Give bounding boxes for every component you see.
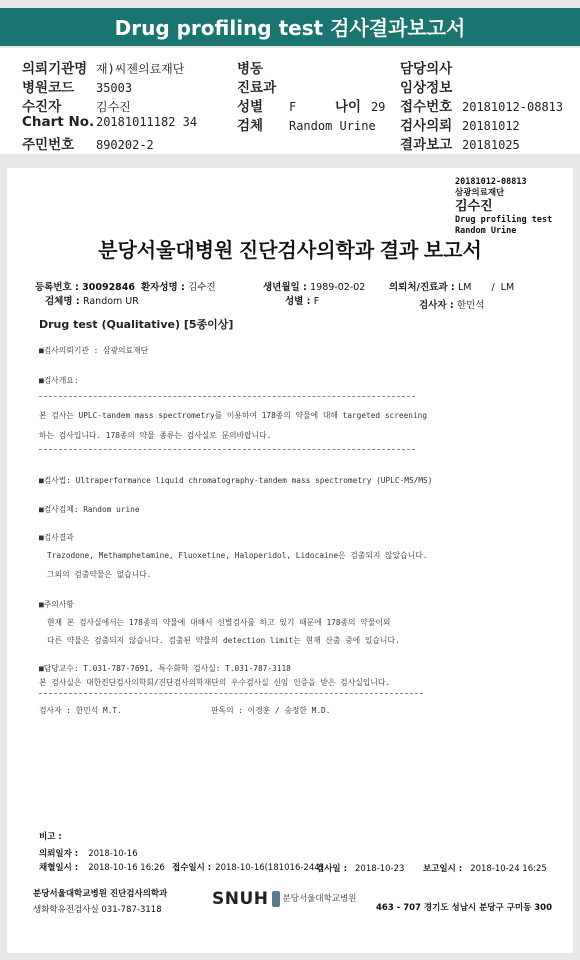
text-line: 현재 본 검사실에서는 178종의 약물에 대해서 선별검사를 하고 있기 때문에 178종의 약물이외 <box>47 618 391 627</box>
label: 성별 <box>237 99 264 115</box>
address <box>376 901 552 913</box>
stamp-test: Drug profiling test <box>455 215 553 225</box>
report-time <box>423 862 547 874</box>
referral-dept <box>389 279 514 293</box>
logo-hospital-name: 분당서울대학교병원 <box>282 894 357 904</box>
text-line: 하는 검사입니다. 178종의 약물 종류는 검사실로 문의바랍니다. <box>39 431 272 440</box>
value: 890202-2 <box>95 138 154 152</box>
value: 20181011182 34 <box>95 115 198 129</box>
text-line: ■검사법: Ultraperformance liquid chromatography-tandem mass spectrometry (UPLC-MS/MS) <box>39 476 433 485</box>
label: 환자성명 : <box>141 282 189 293</box>
info-row-request <box>400 114 520 134</box>
info-row-doctor <box>400 57 452 77</box>
stamp-patient-name: 김수진 <box>455 199 493 214</box>
remark <box>39 830 62 842</box>
value: 20181025 <box>461 138 520 152</box>
value: 463 - 707 경기도 성남시 분당구 구미동 300 <box>376 903 553 913</box>
value: Random UR <box>82 296 139 307</box>
value: 30092846 <box>82 282 136 293</box>
date-of-birth <box>263 279 365 293</box>
label: 성별 : <box>285 296 314 307</box>
text-line: ■주의사항 <box>39 600 74 609</box>
patient-name <box>141 279 216 293</box>
label: 접수일시 : <box>172 863 212 873</box>
text-line: 판독의 : 이경훈 / 송정한 M.D. <box>211 706 331 715</box>
info-row-sex-age <box>237 95 385 115</box>
dashed-rule <box>39 693 423 694</box>
value: 2018-10-23 <box>355 864 405 874</box>
value: LM <box>457 282 472 293</box>
label: 검사의뢰 <box>400 118 453 134</box>
label: 보고일시 : <box>423 864 463 874</box>
report-banner <box>0 8 580 46</box>
receipt-time <box>172 861 323 873</box>
document-title: 분당서울대병원 진단검사의학과 결과 보고서 <box>98 240 482 262</box>
label: 의뢰기관명 <box>22 61 88 77</box>
collection-time <box>39 861 165 873</box>
value: 20181012 <box>461 119 520 133</box>
value: F <box>313 296 320 307</box>
label: 병원코드 <box>22 80 75 96</box>
info-row-institution <box>22 57 184 77</box>
info-row-chart-no <box>22 114 197 130</box>
value: 2018-10-16(181016-244) <box>215 863 323 873</box>
stamp-lab: 삼광의료재단 <box>455 188 505 198</box>
value: 2018-10-16 <box>88 849 138 859</box>
info-row-report <box>400 133 520 153</box>
value: 김수진 <box>95 100 131 114</box>
label: 채혈일시 : <box>39 863 79 873</box>
value: Random Urine <box>288 119 376 133</box>
label: 결과보고 <box>400 137 453 153</box>
registration-no <box>35 279 135 293</box>
section-title: Drug test (Qualitative) [5종이상] <box>39 318 234 331</box>
text-line: ■검사의뢰기관 : 삼광의료재단 <box>39 346 149 355</box>
label: 수진자 <box>22 99 62 115</box>
label: 진료과 <box>237 80 277 96</box>
text-line: ■검사개요: <box>39 376 79 385</box>
info-row-dept <box>237 76 276 96</box>
label: 검사일 : <box>316 864 347 874</box>
text-line: ■검사결과 <box>39 533 74 542</box>
label: 검사자 : <box>419 300 457 311</box>
value: 김수진 <box>188 282 216 293</box>
label: 임상정보 <box>400 80 453 96</box>
test-date <box>316 862 404 874</box>
sex <box>285 293 319 307</box>
stamp-specimen: Random Urine <box>455 226 517 236</box>
tester <box>419 297 484 311</box>
label: 접수번호 <box>400 99 453 115</box>
specimen-label-stamp <box>455 177 552 237</box>
info-row-ward <box>237 57 263 77</box>
text-line: Trazodone, Methamphetamine, Fluoxetine, Haloperidol, Lidocaine은 검출되지 않았습니다. <box>47 551 428 560</box>
value: 분당서울대학교병원 진단검사의학과 <box>33 889 168 899</box>
label: 주민번호 <box>22 137 75 153</box>
text-line: 본 검사실은 대한진단검사의학회/진단검사의학재단의 우수검사실 신임 인증을 받은 검사실입니다. <box>39 678 391 687</box>
label: 생년월일 : <box>263 282 311 293</box>
value: 20181012-08813 <box>461 100 564 114</box>
info-row-specimen <box>237 114 376 134</box>
scanned-report-document <box>7 168 573 953</box>
logo-text: SNUH <box>212 889 269 909</box>
info-row-hosp-code <box>22 76 132 96</box>
value: 29 <box>370 100 386 114</box>
stamp-accession: 20181012-08813 <box>455 177 527 187</box>
lab-phone: 생화학유전검사실 031-787-3118 <box>33 905 162 915</box>
text-line: ■담당교수: T.031-787-7691, 특수화학 검사실: T.031-787-3118 <box>39 664 291 673</box>
text-line: 본 검사는 UPLC-tandem mass spectrometry를 이용하여 178종의 약물에 대해 targeted screening <box>39 411 428 420</box>
label: 의뢰일자 : <box>39 849 79 859</box>
dept-name <box>33 887 167 899</box>
request-date <box>39 847 138 859</box>
logo-mark-icon <box>272 891 280 907</box>
label: 등록번호 : <box>35 282 83 293</box>
info-row-receiver <box>22 95 131 115</box>
label: 검체명 : <box>45 296 83 307</box>
banner-title: Drug profiling test 검사결과보고서 <box>114 16 466 40</box>
value: 2018-10-24 16:25 <box>470 864 547 874</box>
text-line: 다른 약물은 검출되지 않습니다. 검출된 약물의 detection limit는 현재 산출 중에 있습니다. <box>47 636 400 645</box>
label: 담당의사 <box>400 61 453 77</box>
label: 검체 <box>237 118 264 134</box>
text-line: 그외의 검출약물은 없습니다. <box>47 570 152 579</box>
text-line: 검사자 : 한민석 M.T. <box>39 706 122 715</box>
text-line: ■검사검체: Random urine <box>39 505 140 514</box>
patient-info-panel <box>0 48 580 154</box>
label: 나이 <box>334 99 362 115</box>
value: 재)씨젠의료재단 <box>95 62 185 76</box>
label: Chart No. <box>22 114 95 130</box>
info-row-clinical <box>400 76 452 96</box>
divider <box>0 156 580 164</box>
label: 병동 <box>237 61 264 77</box>
specimen-name <box>45 293 139 307</box>
value: 1989-02-02 <box>310 282 366 293</box>
dashed-rule <box>39 396 415 397</box>
label: 비고 : <box>39 832 62 842</box>
value: 35003 <box>95 81 133 95</box>
value: 2018-10-16 16:26 <box>88 863 165 873</box>
info-row-accession <box>400 95 563 115</box>
value: F <box>288 100 297 114</box>
info-row-id <box>22 133 154 153</box>
separator: / <box>491 282 495 293</box>
value: 한민석 <box>456 300 485 311</box>
dashed-rule <box>39 449 415 450</box>
label: 의뢰처/진료과 : <box>389 282 458 293</box>
value: LM <box>500 282 515 293</box>
snuh-logo <box>212 889 356 909</box>
